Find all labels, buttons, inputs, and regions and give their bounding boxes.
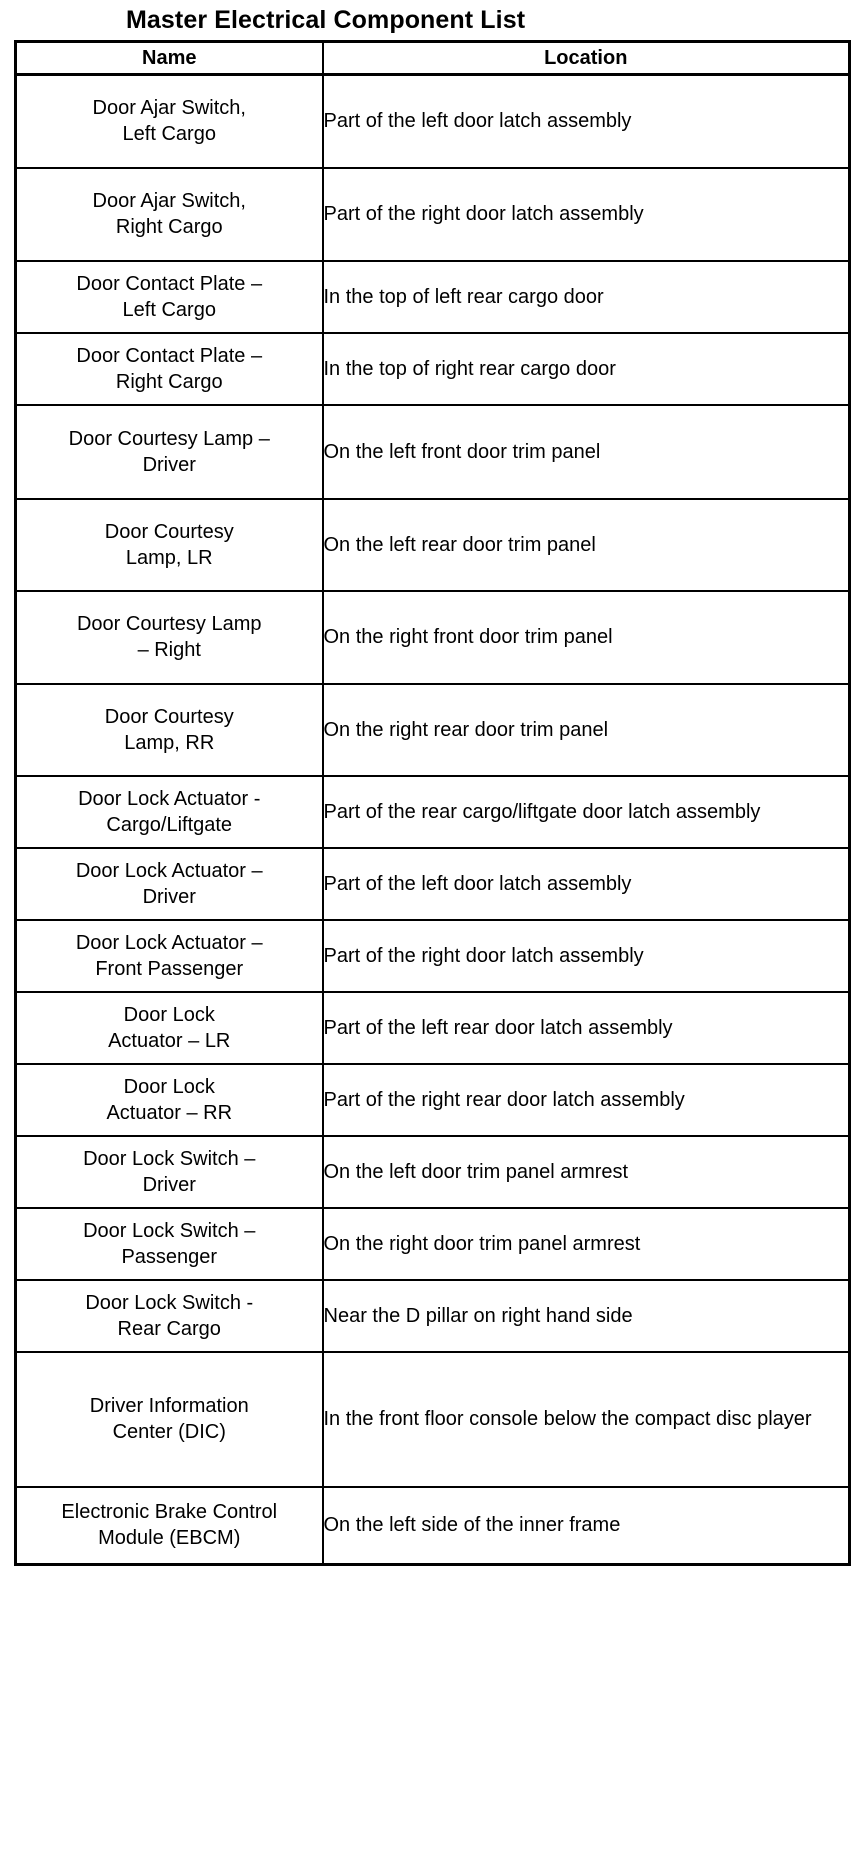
component-name-cell: Door Lock Actuator – LR [16, 992, 323, 1064]
table-row [16, 1136, 850, 1208]
component-name-cell: Door Contact Plate – Right Cargo [16, 333, 323, 405]
component-name-cell: Door Lock Actuator – Driver [16, 848, 323, 920]
component-location-cell: In the top of right rear cargo door [323, 333, 850, 405]
component-name-cell: Door Lock Switch - Rear Cargo [16, 1280, 323, 1352]
component-location-cell: On the left rear door trim panel [323, 499, 850, 591]
component-location-cell: Part of the left rear door latch assembly [323, 992, 850, 1064]
component-name-cell: Door Lock Actuator – RR [16, 1064, 323, 1136]
component-location-cell: Part of the rear cargo/liftgate door latch assembly [323, 776, 850, 848]
component-location-cell: Near the D pillar on right hand side [323, 1280, 850, 1352]
component-name-cell: Electronic Brake Control Module (EBCM) [16, 1487, 323, 1565]
component-table [14, 40, 851, 1566]
table-row [16, 920, 850, 992]
table-row [16, 1280, 850, 1352]
component-location-cell: Part of the left door latch assembly [323, 848, 850, 920]
component-name-cell: Door Courtesy Lamp, RR [16, 684, 323, 776]
table-row [16, 1352, 850, 1487]
page-title: Master Electrical Component List [126, 6, 526, 34]
component-name-cell: Door Ajar Switch, Left Cargo [16, 75, 323, 168]
component-location-cell: Part of the right door latch assembly [323, 168, 850, 261]
component-name-cell: Door Courtesy Lamp, LR [16, 499, 323, 591]
table-header-row [16, 42, 850, 75]
component-location-cell: Part of the right door latch assembly [323, 920, 850, 992]
component-location-cell: In the top of left rear cargo door [323, 261, 850, 333]
component-location-cell: Part of the right rear door latch assembly [323, 1064, 850, 1136]
column-header-name: Name [16, 42, 323, 75]
table-row [16, 168, 850, 261]
component-location-cell: On the right front door trim panel [323, 591, 850, 684]
column-header-location: Location [323, 42, 850, 75]
table-row [16, 499, 850, 591]
table-row [16, 1064, 850, 1136]
component-location-cell: On the right rear door trim panel [323, 684, 850, 776]
component-name-cell: Driver Information Center (DIC) [16, 1352, 323, 1487]
component-name-cell: Door Lock Switch – Driver [16, 1136, 323, 1208]
component-name-cell: Door Lock Actuator – Front Passenger [16, 920, 323, 992]
table-row [16, 405, 850, 499]
table-row [16, 1487, 850, 1565]
table-row [16, 75, 850, 168]
component-location-cell: In the front floor console below the compact disc player [323, 1352, 850, 1487]
component-location-cell: Part of the left door latch assembly [323, 75, 850, 168]
component-location-cell: On the left door trim panel armrest [323, 1136, 850, 1208]
table-row [16, 1208, 850, 1280]
component-location-cell: On the left front door trim panel [323, 405, 850, 499]
component-name-cell: Door Courtesy Lamp – Right [16, 591, 323, 684]
component-name-cell: Door Contact Plate – Left Cargo [16, 261, 323, 333]
table-row [16, 333, 850, 405]
table-row [16, 776, 850, 848]
component-name-cell: Door Ajar Switch, Right Cargo [16, 168, 323, 261]
table-row [16, 261, 850, 333]
component-location-cell: On the right door trim panel armrest [323, 1208, 850, 1280]
table-row [16, 848, 850, 920]
component-name-cell: Door Lock Switch – Passenger [16, 1208, 323, 1280]
component-location-cell: On the left side of the inner frame [323, 1487, 850, 1565]
table-row [16, 684, 850, 776]
component-name-cell: Door Lock Actuator - Cargo/Liftgate [16, 776, 323, 848]
table-row [16, 992, 850, 1064]
table-row [16, 591, 850, 684]
component-name-cell: Door Courtesy Lamp – Driver [16, 405, 323, 499]
